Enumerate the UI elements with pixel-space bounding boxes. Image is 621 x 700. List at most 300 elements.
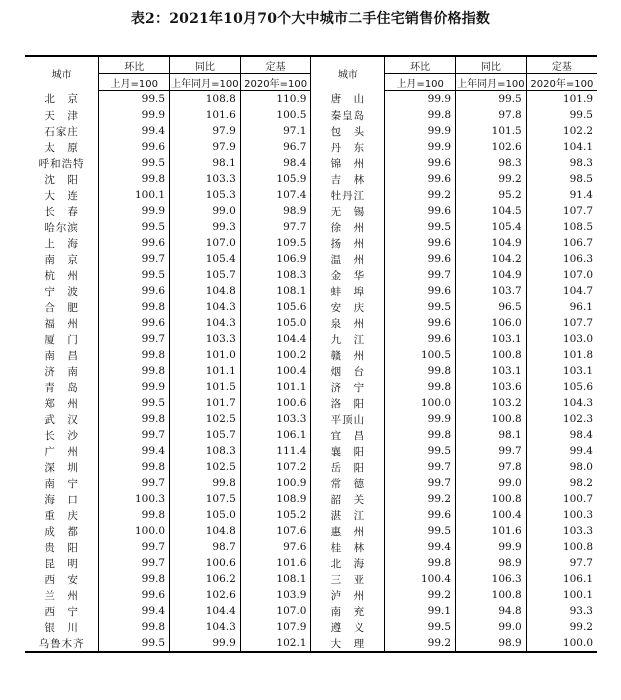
yoy-value-right: 104.2 bbox=[456, 251, 527, 267]
city-name-right: 九 江 bbox=[311, 331, 385, 347]
fixed-value-left: 109.5 bbox=[240, 235, 311, 251]
fixed-value-right: 98.4 bbox=[526, 427, 597, 443]
table-row bbox=[25, 187, 597, 203]
fixed-value-left: 108.3 bbox=[240, 267, 311, 283]
fixed-value-right: 103.0 bbox=[526, 331, 597, 347]
fixed-value-left: 103.3 bbox=[240, 411, 311, 427]
table-row bbox=[25, 603, 597, 619]
city-name-right: 济 宁 bbox=[311, 379, 385, 395]
yoy-value-left: 103.3 bbox=[170, 331, 241, 347]
city-name-left: 昆 明 bbox=[44, 557, 79, 570]
city-name-right: 三 亚 bbox=[311, 571, 385, 587]
mom-value-left: 99.4 bbox=[99, 123, 170, 139]
fixed-value-left: 103.9 bbox=[240, 587, 311, 603]
fixed-value-left: 110.9 bbox=[240, 91, 311, 108]
city-name-right: 泉 州 bbox=[311, 315, 385, 331]
yoy-value-left: 101.6 bbox=[170, 107, 241, 123]
city-name-right: 常 德 bbox=[311, 475, 385, 491]
yoy-value-right: 103.7 bbox=[456, 283, 527, 299]
city-name-right: 南 充 bbox=[311, 603, 385, 619]
table-row bbox=[25, 203, 597, 219]
header-fixed-right: 定基 bbox=[526, 56, 597, 74]
city-name-right: 吉 林 bbox=[311, 171, 385, 187]
fixed-value-right: 100.7 bbox=[526, 491, 597, 507]
fixed-value-right: 99.2 bbox=[526, 619, 597, 635]
mom-value-right: 99.2 bbox=[385, 187, 456, 203]
yoy-value-left: 105.7 bbox=[170, 267, 241, 283]
fixed-value-left: 107.9 bbox=[240, 619, 311, 635]
city-name-left: 南 京 bbox=[44, 253, 79, 266]
fixed-value-left: 107.0 bbox=[240, 603, 311, 619]
mom-value-left: 99.8 bbox=[99, 299, 170, 315]
fixed-value-left: 98.9 bbox=[240, 203, 311, 219]
header-mom-base-left: 上月=100 bbox=[99, 74, 170, 91]
mom-value-left: 99.5 bbox=[99, 267, 170, 283]
city-name-right: 锦 州 bbox=[311, 155, 385, 171]
fixed-value-left: 97.6 bbox=[240, 539, 311, 555]
table-row bbox=[25, 155, 597, 171]
yoy-value-right: 103.6 bbox=[456, 379, 527, 395]
table-row bbox=[25, 235, 597, 251]
mom-value-right: 99.5 bbox=[385, 443, 456, 459]
fixed-value-left: 107.4 bbox=[240, 187, 311, 203]
yoy-value-right: 95.2 bbox=[456, 187, 527, 203]
city-name-left: 西 安 bbox=[44, 573, 79, 586]
fixed-value-right: 93.3 bbox=[526, 603, 597, 619]
mom-value-left: 99.5 bbox=[99, 635, 170, 652]
yoy-value-left: 101.7 bbox=[170, 395, 241, 411]
mom-value-right: 99.8 bbox=[385, 427, 456, 443]
table-row bbox=[25, 107, 597, 123]
yoy-value-right: 106.3 bbox=[456, 571, 527, 587]
city-name-left: 太 原 bbox=[44, 141, 79, 154]
fixed-value-left: 105.9 bbox=[240, 171, 311, 187]
fixed-value-right: 106.1 bbox=[526, 571, 597, 587]
fixed-value-left: 100.4 bbox=[240, 363, 311, 379]
mom-value-right: 99.5 bbox=[385, 299, 456, 315]
city-name-right: 唐 山 bbox=[311, 91, 385, 108]
mom-value-left: 99.7 bbox=[99, 331, 170, 347]
mom-value-left: 99.6 bbox=[99, 283, 170, 299]
city-name-left: 重 庆 bbox=[44, 509, 79, 522]
yoy-value-left: 104.3 bbox=[170, 299, 241, 315]
mom-value-left: 99.8 bbox=[99, 363, 170, 379]
mom-value-left: 99.6 bbox=[99, 235, 170, 251]
header-yoy-base-right: 上年同月=100 bbox=[456, 74, 527, 91]
yoy-value-left: 108.8 bbox=[170, 91, 241, 108]
fixed-value-right: 104.1 bbox=[526, 139, 597, 155]
table-title: 表2：2021年10月70个大中城市二手住宅销售价格指数 bbox=[130, 11, 491, 27]
city-name-left: 兰 州 bbox=[44, 589, 79, 602]
city-name-left: 天 津 bbox=[44, 109, 79, 122]
yoy-value-left: 99.0 bbox=[170, 203, 241, 219]
mom-value-right: 99.6 bbox=[385, 507, 456, 523]
table-row bbox=[25, 491, 597, 507]
city-name-left: 银 川 bbox=[44, 621, 79, 634]
mom-value-right: 100.5 bbox=[385, 347, 456, 363]
table-row bbox=[25, 555, 597, 571]
fixed-value-right: 98.3 bbox=[526, 155, 597, 171]
city-name-left: 南 宁 bbox=[44, 477, 79, 490]
yoy-value-right: 94.8 bbox=[456, 603, 527, 619]
fixed-value-right: 100.3 bbox=[526, 507, 597, 523]
table-row bbox=[25, 635, 597, 652]
fixed-value-left: 97.7 bbox=[240, 219, 311, 235]
yoy-value-left: 100.6 bbox=[170, 555, 241, 571]
header-fixed-left: 定基 bbox=[240, 56, 311, 74]
city-name-left: 青 岛 bbox=[44, 381, 79, 394]
fixed-value-right: 101.8 bbox=[526, 347, 597, 363]
city-name-right: 遵 义 bbox=[311, 619, 385, 635]
mom-value-right: 99.6 bbox=[385, 203, 456, 219]
yoy-value-left: 103.3 bbox=[170, 171, 241, 187]
city-name-left: 济 南 bbox=[44, 365, 79, 378]
mom-value-left: 99.8 bbox=[99, 459, 170, 475]
mom-value-right: 99.5 bbox=[385, 523, 456, 539]
city-name-left: 宁 波 bbox=[44, 285, 79, 298]
table-row bbox=[25, 443, 597, 459]
mom-value-right: 99.6 bbox=[385, 251, 456, 267]
header-mom-base-right: 上月=100 bbox=[385, 74, 456, 91]
mom-value-right: 99.7 bbox=[385, 267, 456, 283]
table-row bbox=[25, 363, 597, 379]
city-name-left: 大 连 bbox=[44, 189, 79, 202]
city-name-left: 乌鲁木齐 bbox=[25, 635, 99, 652]
mom-value-left: 99.8 bbox=[99, 411, 170, 427]
mom-value-left: 100.1 bbox=[99, 187, 170, 203]
mom-value-left: 99.5 bbox=[99, 155, 170, 171]
yoy-value-left: 104.8 bbox=[170, 283, 241, 299]
mom-value-left: 99.6 bbox=[99, 587, 170, 603]
city-name-left: 海 口 bbox=[44, 493, 79, 506]
yoy-value-right: 101.5 bbox=[456, 123, 527, 139]
yoy-value-right: 106.0 bbox=[456, 315, 527, 331]
fixed-value-left: 108.1 bbox=[240, 571, 311, 587]
city-name-left: 郑 州 bbox=[44, 397, 79, 410]
table-row bbox=[25, 315, 597, 331]
yoy-value-left: 107.5 bbox=[170, 491, 241, 507]
city-name-left: 广 州 bbox=[44, 445, 79, 458]
fixed-value-right: 96.1 bbox=[526, 299, 597, 315]
yoy-value-left: 97.9 bbox=[170, 123, 241, 139]
mom-value-left: 99.7 bbox=[99, 251, 170, 267]
header-city-right: 城市 bbox=[311, 56, 385, 91]
yoy-value-left: 104.3 bbox=[170, 315, 241, 331]
header-fixed-base-right: 2020年=100 bbox=[526, 74, 597, 91]
mom-value-left: 99.8 bbox=[99, 507, 170, 523]
mom-value-left: 100.3 bbox=[99, 491, 170, 507]
fixed-value-right: 98.5 bbox=[526, 171, 597, 187]
city-name-right: 宜 昌 bbox=[311, 427, 385, 443]
mom-value-right: 99.2 bbox=[385, 587, 456, 603]
mom-value-left: 99.9 bbox=[99, 107, 170, 123]
table-row bbox=[25, 123, 597, 139]
yoy-value-left: 107.0 bbox=[170, 235, 241, 251]
yoy-value-right: 98.9 bbox=[456, 555, 527, 571]
mom-value-right: 99.5 bbox=[385, 219, 456, 235]
yoy-value-right: 96.5 bbox=[456, 299, 527, 315]
table-row bbox=[25, 619, 597, 635]
mom-value-right: 99.8 bbox=[385, 379, 456, 395]
yoy-value-right: 101.6 bbox=[456, 523, 527, 539]
mom-value-right: 100.4 bbox=[385, 571, 456, 587]
yoy-value-left: 104.3 bbox=[170, 619, 241, 635]
mom-value-right: 99.7 bbox=[385, 459, 456, 475]
city-name-right: 丹 东 bbox=[311, 139, 385, 155]
yoy-value-right: 99.7 bbox=[456, 443, 527, 459]
city-name-left: 上 海 bbox=[44, 237, 79, 250]
table-row bbox=[25, 571, 597, 587]
city-name-right: 烟 台 bbox=[311, 363, 385, 379]
mom-value-right: 99.6 bbox=[385, 315, 456, 331]
fixed-value-left: 108.1 bbox=[240, 283, 311, 299]
header-fixed-base-left: 2020年=100 bbox=[240, 74, 311, 91]
mom-value-right: 100.0 bbox=[385, 395, 456, 411]
city-name-right: 包 头 bbox=[311, 123, 385, 139]
city-name-left: 合 肥 bbox=[44, 301, 79, 314]
city-name-right: 安 庆 bbox=[311, 299, 385, 315]
fixed-value-right: 100.0 bbox=[526, 635, 597, 652]
fixed-value-right: 103.3 bbox=[526, 523, 597, 539]
table-row bbox=[25, 267, 597, 283]
header-yoy-base-left: 上年同月=100 bbox=[170, 74, 241, 91]
city-name-left: 贵 阳 bbox=[44, 541, 79, 554]
city-name-right: 襄 阳 bbox=[311, 443, 385, 459]
city-name-left: 哈尔滨 bbox=[44, 221, 79, 234]
fixed-value-right: 107.7 bbox=[526, 315, 597, 331]
fixed-value-left: 104.4 bbox=[240, 331, 311, 347]
fixed-value-left: 108.9 bbox=[240, 491, 311, 507]
yoy-value-right: 100.8 bbox=[456, 411, 527, 427]
fixed-value-left: 96.7 bbox=[240, 139, 311, 155]
mom-value-left: 99.7 bbox=[99, 427, 170, 443]
fixed-value-right: 108.5 bbox=[526, 219, 597, 235]
table-row bbox=[25, 523, 597, 539]
yoy-value-left: 101.0 bbox=[170, 347, 241, 363]
mom-value-right: 99.4 bbox=[385, 539, 456, 555]
yoy-value-right: 100.8 bbox=[456, 491, 527, 507]
yoy-value-left: 101.1 bbox=[170, 363, 241, 379]
city-name-left: 呼和浩特 bbox=[38, 157, 85, 170]
city-name-left: 成 都 bbox=[44, 525, 79, 538]
table-row bbox=[25, 539, 597, 555]
table-row bbox=[25, 459, 597, 475]
yoy-value-right: 103.1 bbox=[456, 331, 527, 347]
yoy-value-right: 100.4 bbox=[456, 507, 527, 523]
yoy-value-right: 98.1 bbox=[456, 427, 527, 443]
mom-value-left: 99.6 bbox=[99, 315, 170, 331]
table-row bbox=[25, 251, 597, 267]
mom-value-left: 99.5 bbox=[99, 395, 170, 411]
fixed-value-right: 103.1 bbox=[526, 363, 597, 379]
fixed-value-left: 100.9 bbox=[240, 475, 311, 491]
city-name-right: 北 海 bbox=[311, 555, 385, 571]
fixed-value-right: 102.2 bbox=[526, 123, 597, 139]
city-name-right: 无 锡 bbox=[311, 203, 385, 219]
yoy-value-right: 100.8 bbox=[456, 587, 527, 603]
table-row bbox=[25, 91, 597, 108]
fixed-value-left: 101.6 bbox=[240, 555, 311, 571]
fixed-value-right: 98.2 bbox=[526, 475, 597, 491]
mom-value-right: 99.7 bbox=[385, 475, 456, 491]
yoy-value-right: 104.5 bbox=[456, 203, 527, 219]
fixed-value-left: 100.5 bbox=[240, 107, 311, 123]
fixed-value-left: 106.9 bbox=[240, 251, 311, 267]
yoy-value-right: 104.9 bbox=[456, 235, 527, 251]
yoy-value-right: 99.9 bbox=[456, 539, 527, 555]
fixed-value-left: 98.4 bbox=[240, 155, 311, 171]
yoy-value-right: 98.3 bbox=[456, 155, 527, 171]
fixed-value-left: 106.1 bbox=[240, 427, 311, 443]
fixed-value-right: 97.7 bbox=[526, 555, 597, 571]
city-name-right: 牡丹江 bbox=[311, 187, 385, 203]
city-name-left: 长 沙 bbox=[44, 429, 79, 442]
mom-value-left: 99.4 bbox=[99, 443, 170, 459]
price-index-table bbox=[25, 55, 597, 653]
fixed-value-right: 91.4 bbox=[526, 187, 597, 203]
yoy-value-right: 99.0 bbox=[456, 619, 527, 635]
fixed-value-left: 105.6 bbox=[240, 299, 311, 315]
table-row bbox=[25, 427, 597, 443]
yoy-value-right: 104.9 bbox=[456, 267, 527, 283]
city-name-right: 温 州 bbox=[311, 251, 385, 267]
fixed-value-left: 107.2 bbox=[240, 459, 311, 475]
mom-value-right: 99.9 bbox=[385, 411, 456, 427]
city-name-right: 韶 关 bbox=[311, 491, 385, 507]
mom-value-right: 99.8 bbox=[385, 107, 456, 123]
mom-value-right: 99.6 bbox=[385, 155, 456, 171]
city-name-left: 武 汉 bbox=[44, 413, 79, 426]
table-row bbox=[25, 475, 597, 491]
mom-value-left: 99.4 bbox=[99, 603, 170, 619]
yoy-value-left: 99.8 bbox=[170, 475, 241, 491]
mom-value-left: 99.8 bbox=[99, 619, 170, 635]
mom-value-left: 99.8 bbox=[99, 347, 170, 363]
fixed-value-right: 99.4 bbox=[526, 443, 597, 459]
mom-value-right: 99.8 bbox=[385, 363, 456, 379]
mom-value-right: 99.9 bbox=[385, 91, 456, 108]
yoy-value-left: 102.6 bbox=[170, 587, 241, 603]
fixed-value-left: 105.2 bbox=[240, 507, 311, 523]
table-row bbox=[25, 379, 597, 395]
yoy-value-left: 104.4 bbox=[170, 603, 241, 619]
fixed-value-right: 106.3 bbox=[526, 251, 597, 267]
yoy-value-left: 98.7 bbox=[170, 539, 241, 555]
mom-value-left: 99.6 bbox=[99, 139, 170, 155]
fixed-value-right: 102.3 bbox=[526, 411, 597, 427]
yoy-value-right: 103.2 bbox=[456, 395, 527, 411]
city-name-right: 蚌 埠 bbox=[311, 283, 385, 299]
yoy-value-right: 97.8 bbox=[456, 107, 527, 123]
city-name-right: 赣 州 bbox=[311, 347, 385, 363]
mom-value-left: 100.0 bbox=[99, 523, 170, 539]
table-row bbox=[25, 283, 597, 299]
fixed-value-right: 105.6 bbox=[526, 379, 597, 395]
city-name-right: 惠 州 bbox=[311, 523, 385, 539]
fixed-value-right: 98.0 bbox=[526, 459, 597, 475]
mom-value-right: 99.6 bbox=[385, 283, 456, 299]
fixed-value-left: 101.1 bbox=[240, 379, 311, 395]
fixed-value-right: 99.5 bbox=[526, 107, 597, 123]
fixed-value-right: 100.1 bbox=[526, 587, 597, 603]
yoy-value-left: 102.5 bbox=[170, 411, 241, 427]
header-mom-left: 环比 bbox=[99, 56, 170, 74]
city-name-right: 桂 林 bbox=[311, 539, 385, 555]
yoy-value-left: 105.3 bbox=[170, 187, 241, 203]
city-name-left: 深 圳 bbox=[44, 461, 79, 474]
yoy-value-left: 105.0 bbox=[170, 507, 241, 523]
yoy-value-left: 101.5 bbox=[170, 379, 241, 395]
header-mom-right: 环比 bbox=[385, 56, 456, 74]
table-row bbox=[25, 331, 597, 347]
mom-value-right: 99.6 bbox=[385, 235, 456, 251]
yoy-value-right: 103.1 bbox=[456, 363, 527, 379]
fixed-value-left: 107.6 bbox=[240, 523, 311, 539]
city-name-left: 杭 州 bbox=[44, 269, 79, 282]
header-city-left: 城市 bbox=[25, 56, 99, 91]
city-name-left: 福 州 bbox=[44, 317, 79, 330]
city-name-right: 岳 阳 bbox=[311, 459, 385, 475]
table-row bbox=[25, 347, 597, 363]
mom-value-right: 99.6 bbox=[385, 171, 456, 187]
yoy-value-right: 99.5 bbox=[456, 91, 527, 108]
yoy-value-right: 99.2 bbox=[456, 171, 527, 187]
mom-value-left: 99.7 bbox=[99, 475, 170, 491]
table-row bbox=[25, 395, 597, 411]
table-row bbox=[25, 507, 597, 523]
mom-value-right: 99.8 bbox=[385, 555, 456, 571]
mom-value-left: 99.8 bbox=[99, 571, 170, 587]
fixed-value-right: 107.7 bbox=[526, 203, 597, 219]
city-name-left: 北 京 bbox=[44, 93, 79, 106]
yoy-value-left: 108.3 bbox=[170, 443, 241, 459]
mom-value-left: 99.7 bbox=[99, 555, 170, 571]
city-name-right: 大 理 bbox=[311, 635, 385, 652]
mom-value-right: 99.2 bbox=[385, 491, 456, 507]
yoy-value-right: 105.4 bbox=[456, 219, 527, 235]
header-yoy-right: 同比 bbox=[456, 56, 527, 74]
yoy-value-left: 105.4 bbox=[170, 251, 241, 267]
city-name-right: 扬 州 bbox=[311, 235, 385, 251]
fixed-value-right: 107.0 bbox=[526, 267, 597, 283]
mom-value-right: 99.5 bbox=[385, 619, 456, 635]
mom-value-right: 99.2 bbox=[385, 635, 456, 652]
mom-value-right: 99.9 bbox=[385, 123, 456, 139]
city-name-left: 石家庄 bbox=[44, 125, 79, 138]
fixed-value-left: 97.1 bbox=[240, 123, 311, 139]
yoy-value-left: 104.8 bbox=[170, 523, 241, 539]
fixed-value-left: 100.6 bbox=[240, 395, 311, 411]
yoy-value-left: 99.9 bbox=[170, 635, 241, 652]
city-name-left: 南 昌 bbox=[44, 349, 79, 362]
yoy-value-left: 106.2 bbox=[170, 571, 241, 587]
fixed-value-right: 100.8 bbox=[526, 539, 597, 555]
table-body bbox=[25, 91, 597, 653]
city-name-right: 金 华 bbox=[311, 267, 385, 283]
city-name-right: 湛 江 bbox=[311, 507, 385, 523]
city-name-left: 厦 门 bbox=[44, 333, 79, 346]
city-name-left: 沈 阳 bbox=[44, 173, 79, 186]
header-yoy-left: 同比 bbox=[170, 56, 241, 74]
table-row bbox=[25, 219, 597, 235]
table-row bbox=[25, 171, 597, 187]
city-name-left: 长 春 bbox=[44, 205, 79, 218]
city-name-right: 泸 州 bbox=[311, 587, 385, 603]
yoy-value-left: 98.1 bbox=[170, 155, 241, 171]
fixed-value-left: 111.4 bbox=[240, 443, 311, 459]
city-name-right: 平顶山 bbox=[311, 411, 385, 427]
fixed-value-right: 104.7 bbox=[526, 283, 597, 299]
